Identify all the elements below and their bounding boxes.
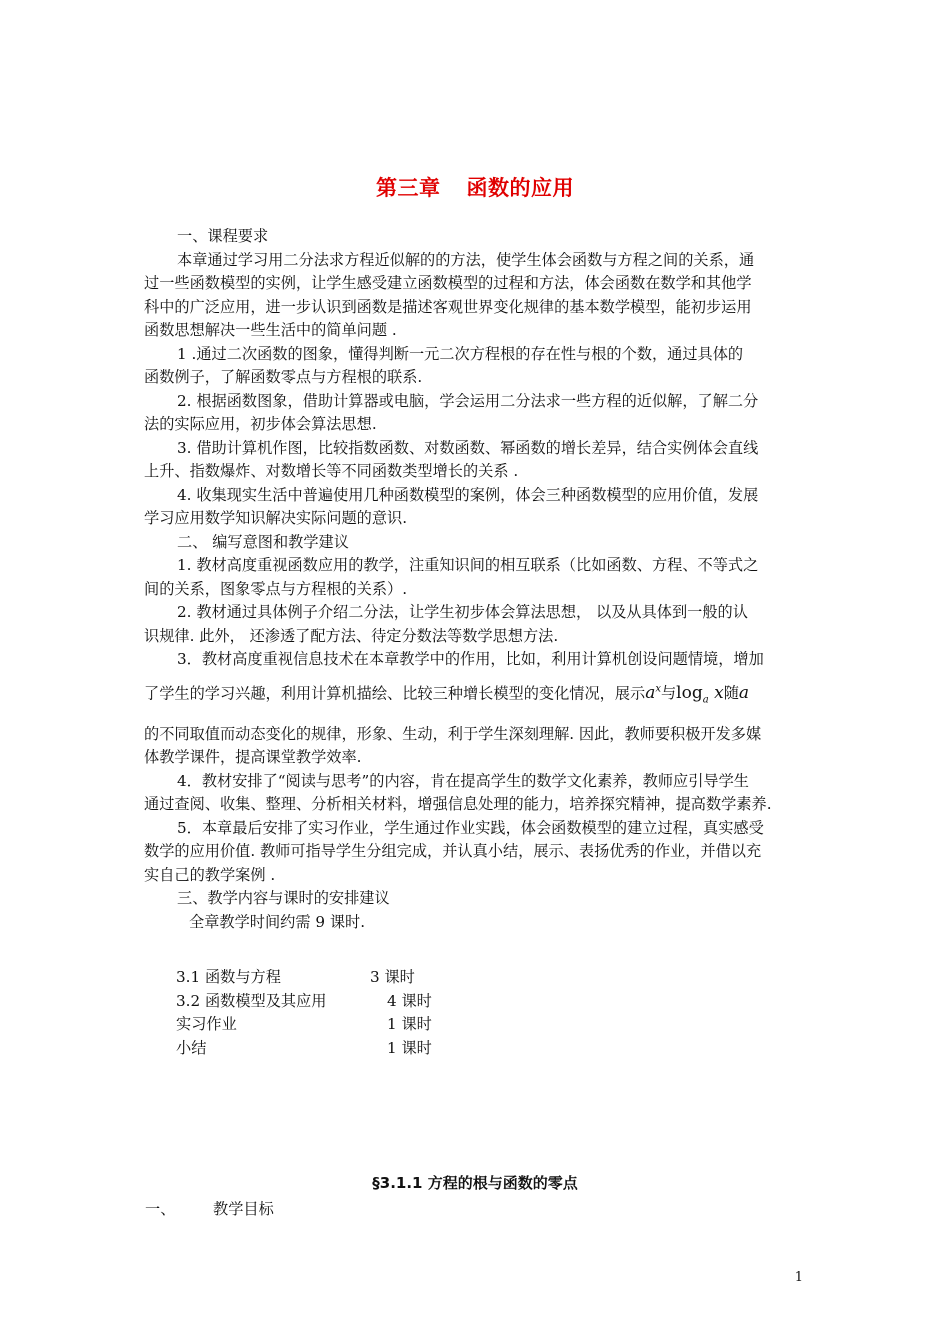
text-line: 识规律. 此外， 还渗透了配方法、待定分数法等数学思想方法. xyxy=(144,626,559,645)
text-line: 数学的应用价值. 教师可指导学生分组完成，并认真小结，展示、表扬优秀的作业，并借以充 xyxy=(144,842,762,861)
text-line: 学习应用数学知识解决实际问题的意识. xyxy=(144,509,408,527)
list-item xyxy=(144,648,805,770)
section-heading-3: 三、教学内容与课时的安排建议 xyxy=(177,889,390,908)
schedule-name: 3.2 函数模型及其应用 xyxy=(176,991,327,1010)
total-hours: 全章教学时间约需 9 课时. xyxy=(189,912,366,931)
text-line: 上升、指数爆炸、对数增长等不同函数类型增长的关系 . xyxy=(144,462,519,480)
list-item xyxy=(144,817,805,888)
document-body xyxy=(144,225,805,934)
text-line: 3．教材高度重视信息技术在本章教学中的作用，比如，利用计算机创设问题情境，增加 xyxy=(177,650,764,668)
chapter-name: 函数的应用 xyxy=(466,176,574,200)
text-line: 函数思想解决一些生活中的简单问题 . xyxy=(144,321,397,339)
text-line: 函数例子，了解函数零点与方程根的联系. xyxy=(144,368,423,386)
list-item xyxy=(144,554,805,601)
section-title: §3.1.1 方程的根与函数的零点 xyxy=(372,1174,578,1192)
text-line: 实自己的教学案例 . xyxy=(144,865,276,884)
text-line: 2. 根据函数图象，借助计算器或电脑，学会运用二分法求一些方程的近似解，了解二分 xyxy=(177,391,759,410)
chapter-title xyxy=(0,172,950,202)
text-line: 本章通过学习用二分法求方程近似解的的方法，使学生体会函数与方程之间的关系，通 xyxy=(177,250,755,269)
schedule-name: 3.1 函数与方程 xyxy=(176,968,281,986)
text-line: 4．教材安排了“阅读与思考”的内容，肯在提高学生的数学文化素养，教师应引导学生 xyxy=(177,771,749,790)
schedule-hours: 4 课时 xyxy=(387,991,432,1010)
text-line: 科中的广泛应用，进一步认识到函数是描述客观世界变化规律的基本数学模型，能初步运用 xyxy=(144,297,752,316)
text-line: 4. 收集现实生活中普遍使用几种函数模型的案例，体会三种函数模型的应用价值，发展 xyxy=(177,485,759,504)
schedule-hours: 1 课时 xyxy=(387,1015,432,1033)
paragraph-intro xyxy=(144,249,805,343)
schedule-name: 实习作业 xyxy=(176,1015,237,1033)
schedule-hours: 1 课时 xyxy=(387,1038,432,1057)
text-line: 过一些函数模型的实例，让学生感受建立函数模型的过程和方法，体会函数在数学和其他学 xyxy=(144,274,752,292)
math-formula: $a^x$与$\log_a x$随a xyxy=(645,683,750,706)
text-line: 间的关系，图象零点与方程根的关系）. xyxy=(144,579,408,598)
list-item xyxy=(144,390,805,437)
text-line: 1. 教材高度重视函数应用的教学，注重知识间的相互联系（比如函数、方程、不等式之 xyxy=(177,556,759,574)
text-line: 通过查阅、收集、整理、分析相关材料，增强信息处理的能力，培养探究精神，提高数学素养. xyxy=(144,795,772,814)
schedule-name: 小结 xyxy=(176,1038,207,1057)
list-item xyxy=(144,343,805,390)
text-line: 2. 教材通过具体例子介绍二分法，让学生初步体会算法思想， 以及从具体到一般的认 xyxy=(177,603,748,621)
text-fragment: 了学生的学习兴趣，利用计算机描绘、比较三种增长模型的变化情况，展示 xyxy=(144,684,646,703)
text-line: 3. 借助计算机作图，比较指数函数、对数函数、幂函数的增长差异，结合实例体会直线 xyxy=(177,438,759,457)
section-heading-1: 一、课程要求 xyxy=(177,227,269,245)
list-item xyxy=(144,484,805,531)
list-item xyxy=(144,437,805,484)
list-item xyxy=(144,770,805,817)
text-line xyxy=(144,672,805,719)
subheading-text: 教学目标 xyxy=(213,1200,274,1218)
text-line: 1 .通过二次函数的图象，懂得判断一元二次方程根的存在性与根的个数，通过具体的 xyxy=(177,344,744,363)
text-line: 体教学课件，提高课堂教学效率. xyxy=(144,748,362,767)
text-line: 的不同取值而动态变化的规律，形象、生动，利于学生深刻理解. 因此，教师要积极开发多媒 xyxy=(144,724,762,743)
list-item xyxy=(144,601,805,648)
chapter-number: 第三章 xyxy=(376,176,441,200)
page-number: 1 xyxy=(794,1270,803,1285)
section-subheading xyxy=(145,1198,274,1219)
subheading-number: 一、 xyxy=(145,1200,176,1218)
schedule-hours: 3 课时 xyxy=(370,968,415,986)
text-line: 5．本章最后安排了实习作业，学生通过作业实践，体会函数模型的建立过程，真实感受 xyxy=(177,818,764,837)
section-heading-2: 二、 编写意图和教学建议 xyxy=(177,532,349,551)
text-line: 法的实际应用，初步体会算法思想. xyxy=(144,415,377,433)
